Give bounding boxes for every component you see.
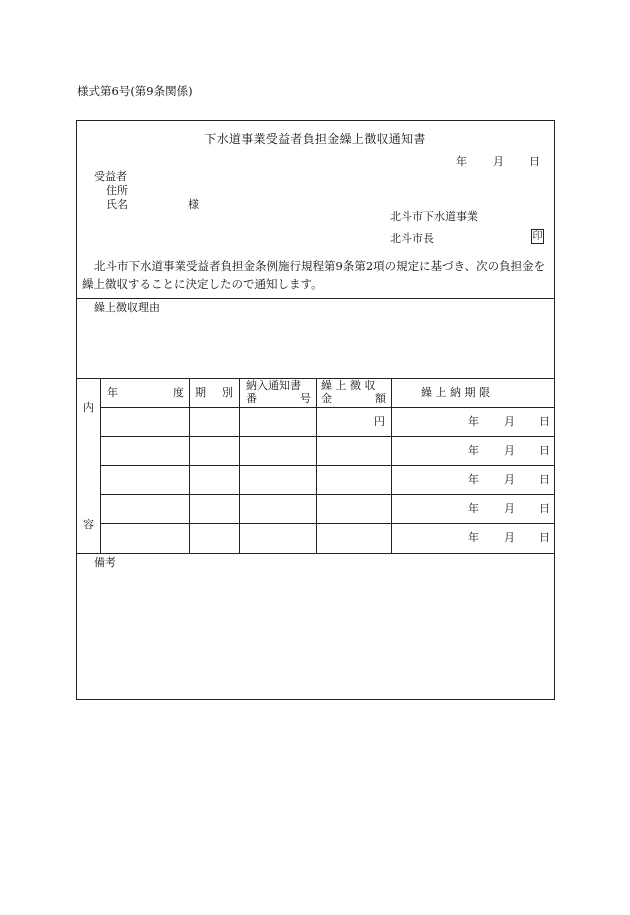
row-3-day: 日 xyxy=(539,473,550,486)
row-3-month: 月 xyxy=(504,473,515,486)
row-2-month: 月 xyxy=(504,444,515,457)
issuer-org: 北斗市下水道事業 xyxy=(390,210,478,223)
currency-unit: 円 xyxy=(374,415,385,428)
row-5-day: 日 xyxy=(539,531,550,544)
reason-label: 繰上徴収理由 xyxy=(94,301,160,314)
section-divider xyxy=(76,553,555,554)
addressee-heading: 受益者 xyxy=(94,170,127,183)
issuer-title: 北斗市長 xyxy=(390,232,434,245)
table-row-divider xyxy=(100,465,555,466)
date-day-label: 日 xyxy=(529,155,540,168)
section-divider xyxy=(76,298,555,299)
honorific: 様 xyxy=(188,198,199,211)
row-1-day: 日 xyxy=(539,415,550,428)
table-row-divider xyxy=(100,407,555,408)
form-number-label: 様式第6号(第9条関係) xyxy=(77,84,193,98)
table-row-divider xyxy=(100,494,555,495)
table-col-divider xyxy=(100,378,101,553)
header-period-a: 期 xyxy=(195,386,206,399)
table-row-divider xyxy=(100,436,555,437)
contents-side-label-bottom: 容 xyxy=(83,518,94,531)
seal-mark: 印 xyxy=(532,231,543,242)
table-col-divider xyxy=(189,378,190,553)
header-period-b: 別 xyxy=(222,386,233,399)
header-fiscal-year-b: 度 xyxy=(173,386,184,399)
row-2-year: 年 xyxy=(468,444,479,457)
header-amount-bottom-a: 金 xyxy=(321,392,332,405)
header-fiscal-year-a: 年 xyxy=(107,386,118,399)
row-3-year: 年 xyxy=(468,473,479,486)
table-col-divider xyxy=(316,378,317,553)
document-title: 下水道事業受益者負担金繰上徴収通知書 xyxy=(204,132,426,146)
row-1-month: 月 xyxy=(504,415,515,428)
table-col-divider xyxy=(239,378,240,553)
header-amount-bottom-b: 額 xyxy=(375,392,386,405)
remarks-label: 備考 xyxy=(94,556,116,569)
body-text-line2: 繰上徴収することに決定したので通知します。 xyxy=(82,277,323,291)
body-text-line1: 北斗市下水道事業受益者負担金条例施行規程第9条第2項の規定に基づき、次の負担金を xyxy=(94,259,546,273)
row-5-month: 月 xyxy=(504,531,515,544)
table-row-divider xyxy=(100,523,555,524)
row-4-month: 月 xyxy=(504,502,515,515)
header-notice-number-bottom-b: 号 xyxy=(300,392,311,405)
date-month-label: 月 xyxy=(493,155,504,168)
header-notice-number-top: 納入通知書 xyxy=(246,379,301,392)
header-deadline: 繰 上 納 期 限 xyxy=(421,386,490,399)
row-4-day: 日 xyxy=(539,502,550,515)
name-label: 氏名 xyxy=(106,198,128,211)
date-year-label: 年 xyxy=(456,155,467,168)
row-1-year: 年 xyxy=(468,415,479,428)
row-2-day: 日 xyxy=(539,444,550,457)
table-col-divider xyxy=(391,378,392,553)
contents-side-label-top: 内 xyxy=(83,401,94,414)
row-5-year: 年 xyxy=(468,531,479,544)
row-4-year: 年 xyxy=(468,502,479,515)
address-label: 住所 xyxy=(106,184,128,197)
header-amount-top: 繰 上 徴 収 xyxy=(321,379,376,392)
header-notice-number-bottom-a: 番 xyxy=(246,392,257,405)
